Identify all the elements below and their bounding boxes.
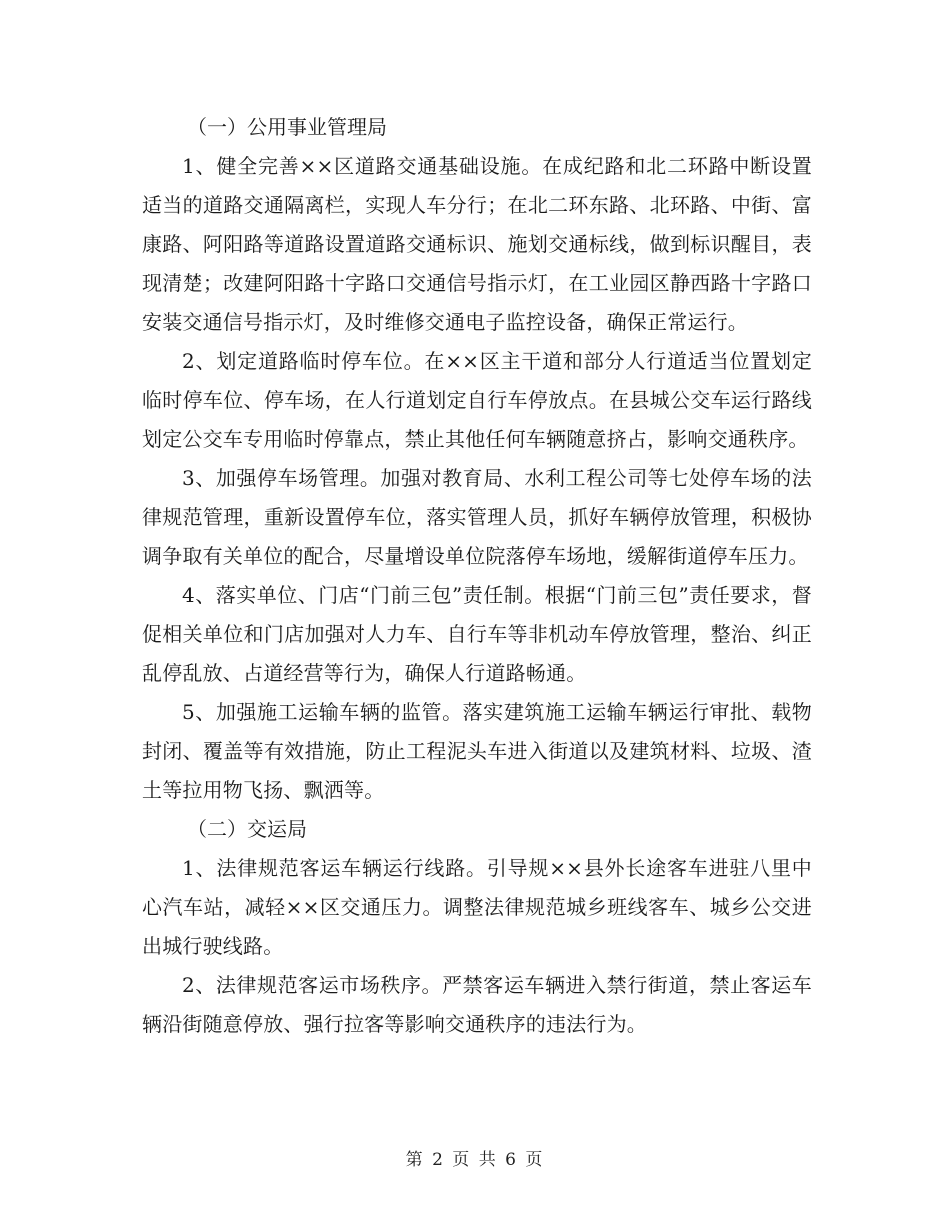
paragraph-1-4: 4、落实单位、门店“门前三包”责任制。根据“门前三包”责任要求，督促相关单位和门店加强对人力车、自行车等非机动车停放管理，整治、纠正乱停乱放、占道经营等行为，确保人行道路畅通。 <box>142 583 812 685</box>
paragraph-2-2: 2、法律规范客运市场秩序。严禁客运车辆进入禁行街道，禁止客运车辆沿街随意停放、强行拉客等影响交通秩序的违法行为。 <box>142 973 812 1036</box>
document-body <box>142 108 812 1044</box>
page-number-footer: 第 2 页 共 6 页 <box>405 1150 545 1170</box>
section-heading-transport: （二）交运局 <box>187 817 307 841</box>
paragraph-1-2: 2、划定道路临时停车位。在××区主干道和部分人行道适当位置划定临时停车位、停车场，在人行道划定自行车停放点。在县城公交车运行路线划定公交车专用临时停靠点，禁止其他任何车辆随意挤占，影响交通秩序。 <box>142 349 812 451</box>
paragraph-2-1: 1、法律规范客运车辆运行线路。引导规××县外长途客车进驻八里中心汽车站，减轻××区交通压力。调整法律规范城乡班线客车、城乡公交进出城行驶线路。 <box>142 856 812 958</box>
paragraph-1-1: 1、健全完善××区道路交通基础设施。在成纪路和北二环路中断设置适当的道路交通隔离栏，实现人车分行；在北二环东路、北环路、中街、富康路、阿阳路等道路设置道路交通标识、施划交通标线，做到标识醒目，表现清楚；改建阿阳路十字路口交通信号指示灯，在工业园区静西路十字路口安装交通信号指示灯，及时维修交通电子监控设备，确保正常运行。 <box>142 154 812 334</box>
section-heading-public-utilities: （一）公用事业管理局 <box>187 115 387 139</box>
paragraph-1-5: 5、加强施工运输车辆的监管。落实建筑施工运输车辆运行审批、载物封闭、覆盖等有效措施，防止工程泥头车进入街道以及建筑材料、垃圾、渣土等拉用物飞扬、飘洒等。 <box>142 700 812 802</box>
paragraph-1-3: 3、加强停车场管理。加强对教育局、水利工程公司等七处停车场的法律规范管理，重新设置停车位，落实管理人员，抓好车辆停放管理，积极协调争取有关单位的配合，尽量增设单位院落停车场地，缓解街道停车压力。 <box>142 466 812 568</box>
